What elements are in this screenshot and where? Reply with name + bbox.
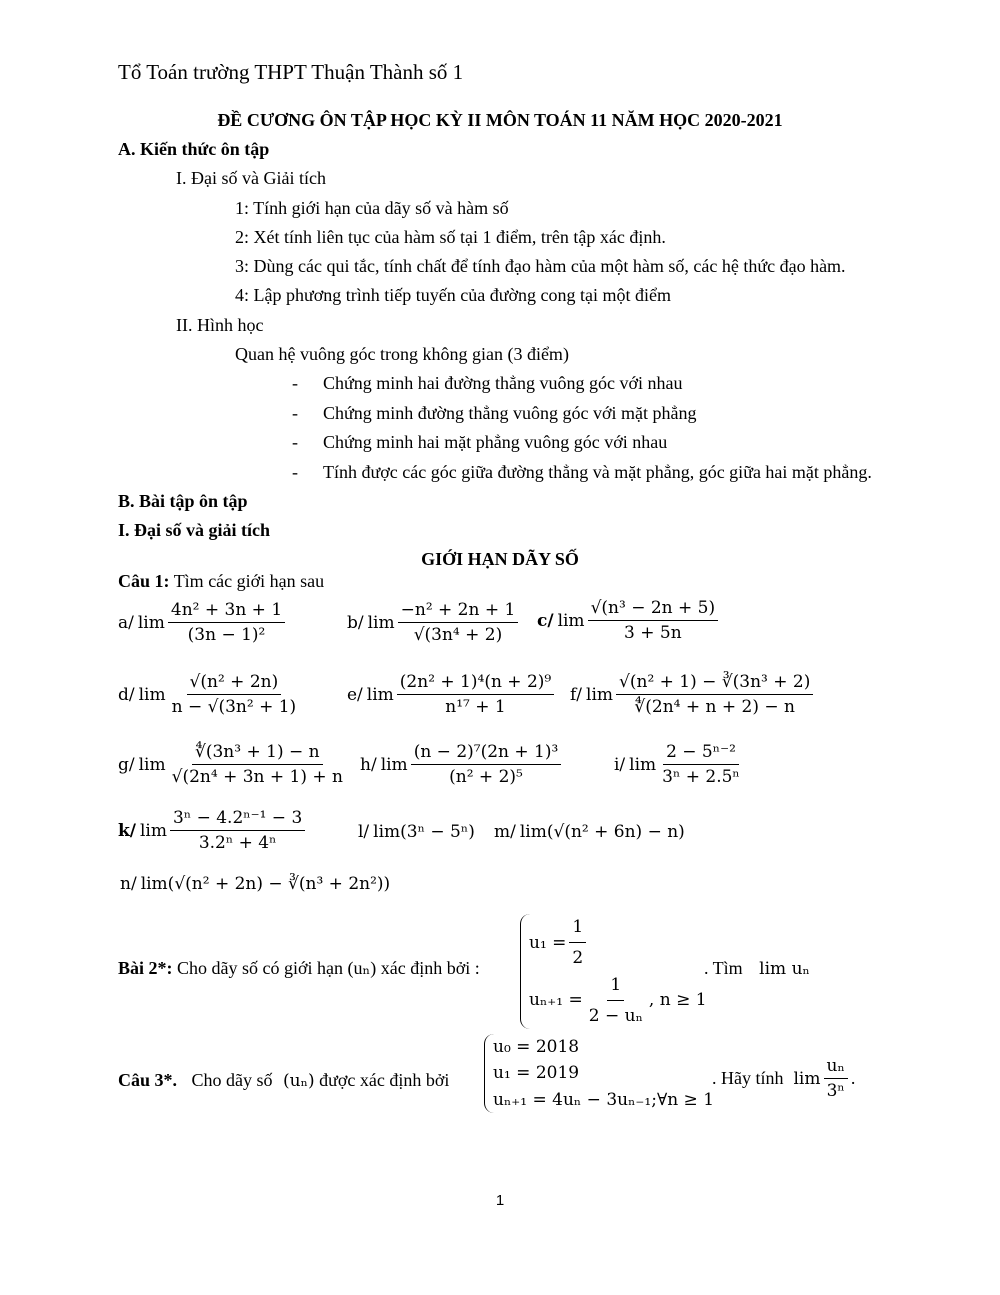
exercise-label: c/ [537,610,554,631]
system-brace [520,914,707,1029]
document-title: ĐỀ CƯƠNG ÔN TẬP HỌC KỲ II MÔN TOÁN 11 NĂM HỌC 2020-2021 [217,110,783,130]
fraction [659,742,743,788]
part1-item-3: 3: Dùng các qui tắc, tính chất để tính đạo hàm của một hàm số, các hệ thức đạo hàm. [235,256,846,276]
question-3-heading [118,1070,449,1092]
question-1-heading [118,571,324,593]
fraction [398,600,519,646]
part2-item-1: Chứng minh hai đường thẳng vuông góc với nhau [323,373,683,393]
fraction [411,742,562,788]
exercise-label: d/ [118,684,135,705]
fraction [586,972,646,1030]
numerator: (n − 2)⁷(2n + 1)³ [411,742,562,765]
question-1-label: Câu 1: [118,571,170,591]
section-a-heading: A. Kiến thức ôn tập [118,139,270,159]
denominator: 3ⁿ + 2.5ⁿ [662,767,740,788]
denominator: 2 [572,948,584,969]
system-lhs: u₁ = [529,932,567,953]
numerator: 2 − 5ⁿ⁻² [663,742,739,765]
part2-item-3: Chứng minh hai mặt phẳng vuông góc với nhau [323,432,668,452]
denominator: (3n − 1)² [187,625,266,646]
part2-heading: II. Hình học [176,315,264,335]
fraction [616,672,813,718]
denominator: n − √(3n² + 1) [171,697,297,718]
lim-operator: lim [793,1068,821,1089]
numerator: 1 [569,914,586,943]
exercise-label: a/ [118,612,134,633]
question-3-text-2: được xác định bởi [314,1070,450,1090]
lim-operator: lim [380,754,408,775]
exercise-i [614,742,746,788]
sequence-symbol: (uₙ) [283,1071,315,1091]
system-line-1: u₀ = 2018 [493,1037,580,1057]
lim-operator: lim [629,754,657,775]
bullet-dash: - [292,403,298,423]
denominator: 3.2ⁿ + 4ⁿ [198,833,277,854]
numerator: √(n³ − 2n + 5) [588,598,719,621]
exercise-label: i/ [614,754,626,775]
question-3-tail [712,1056,855,1102]
lim-operator: lim [557,610,585,631]
system-line-1 [529,914,707,972]
denominator: ∜(2n⁴ + n + 2) − n [634,697,795,718]
exercise-l [358,822,475,842]
system-lhs: uₙ₊₁ = [529,990,583,1011]
question-2-system [520,914,707,1029]
exercise-b [347,600,521,646]
question-3-text: Cho dãy số [191,1070,273,1090]
exercise-h [360,742,564,788]
question-3-system [484,1034,714,1113]
numerator: −n² + 2n + 1 [398,600,519,623]
exercise-label: f/ [570,684,583,705]
part2-intro: Quan hệ vuông góc trong không gian (3 điểm) [235,344,569,364]
question-2-after: . Tìm [704,958,743,978]
exercise-n [120,874,390,894]
system-line-2: u₁ = 2019 [493,1063,580,1084]
exercise-label: b/ [347,612,364,633]
part1-item-1: 1: Tính giới hạn của dãy số và hàm số [235,198,509,218]
system-condition: , n ≥ 1 [648,990,707,1011]
bullet-dash: - [292,432,298,452]
part2-item-4: Tính được các góc giữa đường thẳng và mặt phẳng, góc giữa hai mặt phẳng. [323,462,872,482]
exercise-f [570,672,816,718]
question-2-label: Bài 2*: [118,958,173,978]
numerator: 4n² + 3n + 1 [168,600,285,623]
school-header: Tổ Toán trường THPT Thuận Thành số 1 [118,60,464,84]
numerator: √(n² + 2n) [187,672,282,695]
exercise-g [118,742,349,788]
numerator: 3ⁿ − 4.2ⁿ⁻¹ − 3 [170,808,305,831]
period: . [850,1068,856,1089]
fraction [169,672,300,718]
expression: lim(√(n² + 6n) − n) [519,822,685,842]
question-2-tail [704,958,810,980]
fraction [170,808,305,854]
system-line-2 [529,972,707,1030]
exercise-label: e/ [347,684,363,705]
bullet-dash: - [292,373,298,393]
exercise-label: l/ [358,822,370,842]
denominator: √(2n⁴ + 3n + 1) + n [171,767,343,788]
question-3-after: . Hãy tính [712,1068,784,1089]
exercise-label: h/ [360,754,377,775]
denominator: (n² + 2)⁵ [449,767,523,788]
numerator: √(n² + 1) − ∛(3n³ + 2) [616,672,813,695]
system-line-3: uₙ₊₁ = 4uₙ − 3uₙ₋₁;∀n ≥ 1 [493,1089,715,1110]
exercise-label: n/ [120,874,137,894]
exercise-a [118,600,288,646]
lim-operator: lim [138,684,166,705]
lim-operator: lim [138,754,166,775]
part1-heading: I. Đại số và Giải tích [176,168,326,188]
question-2-heading [118,958,480,980]
exercise-k [118,808,308,854]
fraction [824,1056,848,1102]
denominator: 3ⁿ [826,1081,845,1102]
numerator: uₙ [824,1056,848,1079]
exercise-c [537,598,721,644]
denominator: √(3n⁴ + 2) [413,625,503,646]
question-2-text: Cho dãy số có giới hạn (uₙ) xác định bởi : [172,958,480,978]
exercise-label: g/ [118,754,135,775]
fraction [169,742,346,788]
question-1-text: Tìm các giới hạn sau [169,571,325,591]
exercise-m [494,822,685,842]
expression: lim(√(n² + 2n) − ∛(n³ + 2n²)) [140,874,391,894]
denominator: 2 − uₙ [588,1006,643,1027]
numerator: ∜(3n³ + 1) − n [192,742,323,765]
fraction [569,914,586,972]
lim-operator: lim [366,684,394,705]
numerator: (2n² + 1)⁴(n + 2)⁹ [397,672,554,695]
fraction [397,672,554,718]
lim-operator: lim [367,612,395,633]
bullet-dash: - [292,462,298,482]
exercise-label: m/ [494,822,516,842]
denominator: 3 + 5n [624,623,682,644]
system-brace [484,1034,714,1113]
exercise-label: k/ [118,820,136,841]
question-3-label: Câu 3*. [118,1070,178,1090]
part1-item-2: 2: Xét tính liên tục của hàm số tại 1 điểm, trên tập xác định. [235,227,666,247]
lim-operator: lim [137,612,165,633]
fraction [588,598,719,644]
section-b-heading: B. Bài tập ôn tập [118,491,248,511]
lim-operator: lim [140,820,167,841]
lim-operator: lim [586,684,614,705]
fraction [168,600,285,646]
question-2-find: lim uₙ [759,959,810,979]
page-number: 1 [495,1192,505,1209]
exercise-d [118,672,302,718]
part2-item-2: Chứng minh đường thẳng vuông góc với mặt phẳng [323,403,697,423]
numerator: 1 [607,972,624,1001]
expression: lim(3ⁿ − 5ⁿ) [373,822,475,842]
denominator: n¹⁷ + 1 [445,697,506,718]
topic-title: GIỚI HẠN DÃY SỐ [421,549,579,569]
section-b-sub: I. Đại số và giải tích [118,520,271,540]
part1-item-4: 4: Lập phương trình tiếp tuyến của đường cong tại một điểm [235,285,671,305]
exercise-e [347,672,557,718]
